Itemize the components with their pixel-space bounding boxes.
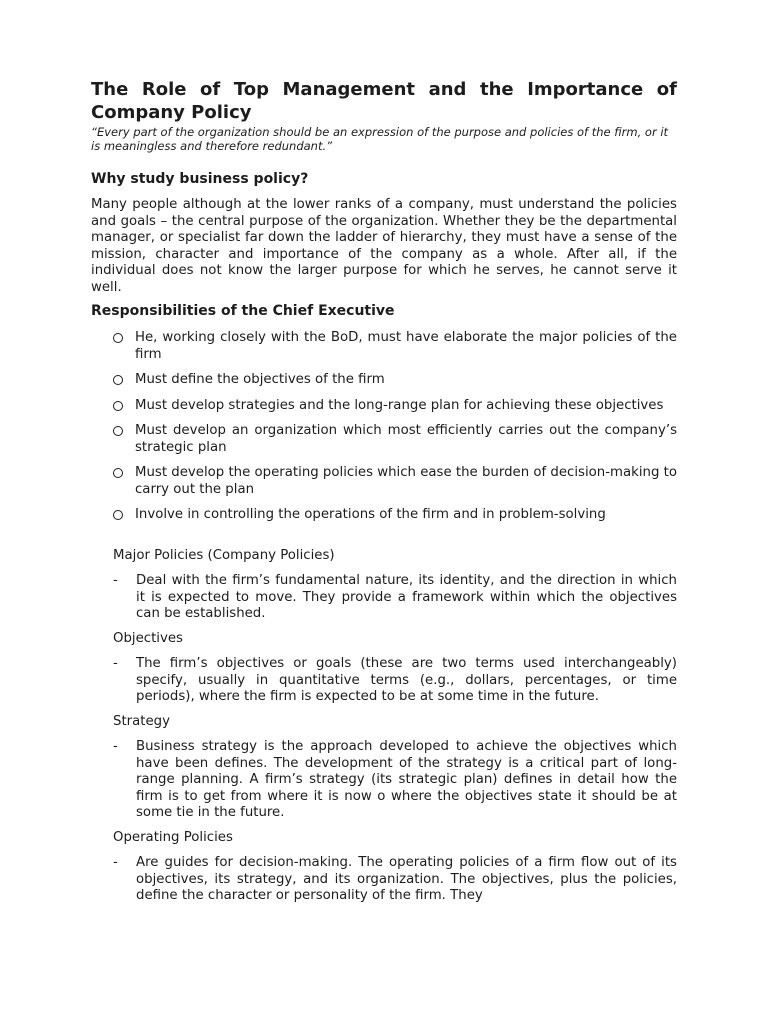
list-item [91,330,677,363]
section-list [113,573,677,623]
list-item-text: Must develop strategies and the long-range plan for achieving these objectives [135,397,664,413]
section-heading: Strategy [113,713,170,729]
responsibilities-list [91,330,677,524]
epigraph-quote: “Every part of the organization should be an expression of the purpose and policies of the firm, or it is meaningless and therefore redundant.” [91,125,669,153]
circle-bullet-icon [113,468,123,478]
list-item-text: Must develop an organization which most efficiently carries out the company’s strategic plan [135,423,677,455]
list-item [113,573,677,623]
document-title: The Role of Top Management and the Importance of Company Policy [91,79,677,123]
list-item-text: Must define the objectives of the firm [135,372,385,387]
dash-bullet: - [113,855,118,870]
section-operating-policies [113,830,677,905]
list-item [91,398,677,415]
section-list [113,739,677,822]
list-item-text: He, working closely with the BoD, must have elaborate the major policies of the firm [135,330,677,362]
list-item [113,739,677,822]
circle-bullet-icon [113,426,123,436]
section-heading: Operating Policies [113,829,233,845]
list-item-text: Involve in controlling the operations of the firm and in problem-solving [135,507,606,522]
why-study-heading: Why study business policy? [91,171,309,187]
list-item [91,423,677,456]
list-item-text: Business strategy is the approach developed to achieve the objectives which have been defines. The development of the strategy is a critical part of long-range planning. A firm’s strategy (its strategic plan) defines in detail how the firm is to get from where it is now o where the objectives state it should be at some tie in the future. [136,739,677,820]
dash-bullet: - [113,739,118,754]
responsibilities-heading: Responsibilities of the Chief Executive [91,303,395,319]
section-heading: Major Policies (Company Policies) [113,547,335,563]
dash-bullet: - [113,656,118,671]
list-item [91,507,677,524]
list-item [91,372,677,389]
circle-bullet-icon [113,401,123,411]
circle-bullet-icon [113,510,123,520]
section-major-policies [113,548,677,623]
list-item-text: Must develop the operating policies which ease the burden of decision-making to carry out the plan [135,465,677,497]
why-study-paragraph: Many people although at the lower ranks of a company, must understand the policies and goals – the central purpose of the organization. Whether they be the departmental manager, or specialist far down the ladder of hierarchy, they must have a sense of the mission, character and importance of the company as a whole. After all, if the individual does not know the larger purpose for which he serves, he cannot serve it well. [91,197,677,295]
list-item-text: The firm’s objectives or goals (these are two terms used interchangeably) specify, usually in quantitative terms (e.g., dollars, percentages, or time periods), where the firm is expected to be at some time in the future. [136,656,677,704]
list-item-text: Are guides for decision-making. The operating policies of a firm flow out of its objectives, its strategy, and its organization. The objectives, plus the policies, define the character or personality of the firm. They [136,855,677,903]
list-item [113,855,677,905]
section-heading: Objectives [113,630,183,646]
document-page [91,78,677,905]
section-strategy [113,714,677,822]
list-item-text: Deal with the firm’s fundamental nature, its identity, and the direction in which it is expected to move. They provide a framework within which the objectives can be established. [136,573,677,621]
section-objectives [113,631,677,706]
section-list [113,855,677,905]
list-item [91,465,677,498]
circle-bullet-icon [113,375,123,385]
dash-bullet: - [113,573,118,588]
circle-bullet-icon [113,333,123,343]
list-item [113,656,677,706]
section-list [113,656,677,706]
